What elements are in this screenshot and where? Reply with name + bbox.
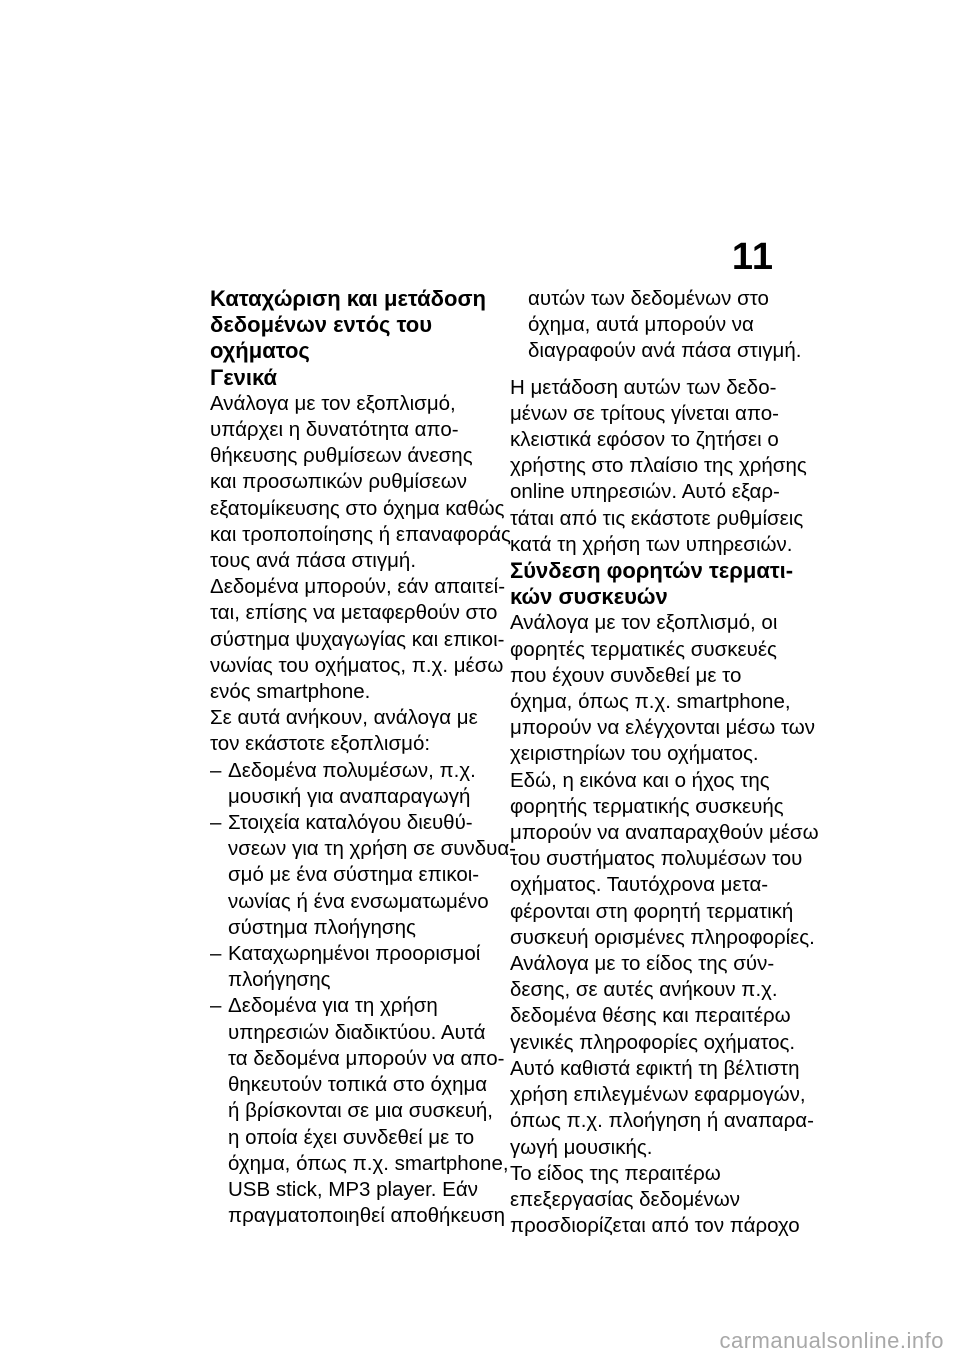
section-heading (210, 286, 495, 365)
text-line: Δεδομένα μπορούν, εάν απαιτεί- (210, 575, 506, 599)
paragraph (210, 574, 506, 705)
text-line: Στοιχεία καταλόγου διευθύ- (228, 811, 473, 835)
text-line: USB stick, MP3 player. Εάν (228, 1177, 478, 1201)
text-line: τάται από τις εκάστοτε ρυθμίσεις (510, 506, 804, 530)
list-item (210, 941, 495, 993)
text-line: που έχουν συνδεθεί με το (510, 663, 742, 687)
text-line: νωνίας ή ένα ενσωματωμένο (228, 889, 489, 913)
section-heading (510, 558, 794, 610)
text-line: σύστημα πλοήγησης (228, 915, 416, 939)
dash-marker: – (210, 942, 222, 966)
text-line: του συστήματος πολυμέσων του (510, 847, 803, 871)
text-line: χρήση επιλεγμένων εφαρμογών, (510, 1083, 806, 1107)
paragraph (210, 391, 511, 574)
text-line: τα δεδομένα μπορούν να απο- (228, 1046, 505, 1070)
text-line: Ανάλογα με τον εξοπλισμό, οι (510, 611, 778, 635)
text-line: διαγραφούν ανά πάσα στιγμή. (528, 339, 802, 363)
text-line: Αυτό καθιστά εφικτή τη βέλτιστη (510, 1056, 800, 1080)
text-line: πραγματοποιηθεί αποθήκευση (228, 1204, 506, 1228)
text-line: όπως π.χ. πλοήγηση ή αναπαρα- (510, 1109, 814, 1133)
paragraph-continuation (510, 286, 802, 365)
text-line: χρήστης στο πλαίσιο της χρήσης (510, 454, 807, 478)
text-line: Εδώ, η εικόνα και ο ήχος της (510, 768, 770, 792)
text-line: μουσική για αναπαραγωγή (228, 784, 471, 808)
heading-line: Σύνδεση φορητών τερματι- (510, 558, 794, 584)
text-line: επεξεργασίας δεδομένων (510, 1187, 740, 1211)
heading-line: οχήματος (210, 338, 310, 364)
text-line: φέρονται στη φορητή τερματική (510, 899, 794, 923)
text-line: κλειστικά εφόσον το ζητήσει ο (510, 428, 779, 452)
paragraph (510, 768, 819, 951)
text-line: Ανάλογα με το είδος της σύν- (510, 952, 775, 976)
list-item (210, 758, 495, 810)
dash-marker: – (210, 758, 222, 782)
text-line: η οποία έχει συνδεθεί με το (228, 1125, 475, 1149)
text-line: χειριστηρίων του οχήματος. (510, 742, 759, 766)
text-line: κατά τη χρήση των υπηρεσιών. (510, 532, 793, 556)
text-line: Το είδος της περαιτέρω (510, 1161, 721, 1185)
dash-marker: – (210, 811, 222, 835)
paragraph (510, 375, 807, 558)
right-column (510, 286, 819, 1239)
text-line: μπορούν να αναπαραχθούν μέσω (510, 821, 819, 845)
text-line: όχημα, όπως π.χ. smartphone, (510, 690, 791, 714)
text-line: τους ανά πάσα στιγμή. (210, 549, 417, 573)
text-line: Ανάλογα με τον εξοπλισμό, (210, 391, 456, 415)
text-line: online υπηρεσιών. Αυτό εξαρ- (510, 480, 780, 504)
text-line: σμό με ένα σύστημα επικοι- (228, 863, 480, 887)
text-line: και προσωπικών ρυθμίσεων (210, 470, 468, 494)
text-line: πλοήγησης (228, 968, 331, 992)
dash-marker: – (210, 994, 222, 1018)
text-line: προσδιορίζεται από τον πάροχο (510, 1214, 800, 1238)
text-line: εξατομίκευσης στο όχημα καθώς (210, 496, 505, 520)
text-line: ή βρίσκονται σε μια συσκευή, (228, 1099, 493, 1123)
left-column (210, 286, 517, 1229)
text-line: γωγή μουσικής. (510, 1135, 653, 1159)
text-line: θηκευτούν τοπικά στο όχημα (228, 1073, 488, 1097)
paragraph (510, 951, 796, 1056)
page-number: 11 (731, 236, 774, 278)
text-line: ται, επίσης να μεταφερθούν στο (210, 601, 498, 625)
paragraph (510, 1056, 814, 1161)
text-line: οχήματος. Ταυτόχρονα μετα- (510, 873, 769, 897)
heading-line: δεδομένων εντός του (210, 312, 433, 338)
heading-line: Καταχώριση και μετάδοση (210, 286, 486, 311)
text-line: όχημα, αυτά μπορούν να (528, 313, 754, 337)
text-line: αυτών των δεδομένων στο (528, 287, 769, 310)
text-line: μένων σε τρίτους γίνεται απο- (510, 401, 779, 425)
text-line: και τροποποίησης ή επαναφοράς (210, 522, 511, 546)
text-line: νσεων για τη χρήση σε συνδυα- (228, 837, 517, 861)
watermark: carmanualsonline.info (719, 1328, 944, 1353)
paragraph (510, 610, 815, 767)
heading-line: κών συσκευών (510, 584, 668, 610)
subheading: Γενικά (210, 364, 278, 390)
text-line: Δεδομένα πολυμέσων, π.χ. (228, 758, 476, 782)
text-line: συσκευή ορισμένες πληροφορίες. (510, 925, 815, 949)
text-line: γενικές πληροφορίες οχήματος. (510, 1030, 796, 1054)
text-line: όχημα, όπως π.χ. smartphone, (228, 1151, 509, 1175)
text-line: σύστημα ψυχαγωγίας και επικοι- (210, 627, 505, 651)
text-line: ενός smartphone. (210, 680, 371, 704)
list-item (210, 810, 517, 941)
text-line: φορητές τερματικές συσκευές (510, 637, 777, 661)
text-line: μπορούν να ελέγχονται μέσω των (510, 716, 815, 740)
text-line: τον εκάστοτε εξοπλισμό: (210, 732, 431, 756)
text-line: Δεδομένα για τη χρήση (228, 994, 438, 1018)
text-line: δεδομένα θέσης και περαιτέρω (510, 1004, 791, 1028)
text-line: νωνίας του οχήματος, π.χ. μέσω (210, 653, 504, 677)
text-line: υπάρχει η δυνατότητα απο- (210, 418, 459, 442)
text-line: φορητής τερματικής συσκευής (510, 794, 784, 818)
text-line: δεσης, σε αυτές ανήκουν π.χ. (510, 978, 778, 1002)
text-line: υπηρεσιών διαδικτύου. Αυτά (228, 1020, 486, 1044)
list-item (210, 993, 509, 1229)
text-line: Η μετάδοση αυτών των δεδο- (510, 375, 777, 399)
text-line: Καταχωρημένοι προορισμοί (228, 942, 481, 966)
paragraph (510, 1161, 800, 1240)
paragraph (210, 705, 495, 757)
bullet-list (210, 758, 517, 1230)
text-line: Σε αυτά ανήκουν, ανάλογα με (210, 706, 478, 730)
text-line: θήκευσης ρυθμίσεων άνεσης (210, 444, 473, 468)
